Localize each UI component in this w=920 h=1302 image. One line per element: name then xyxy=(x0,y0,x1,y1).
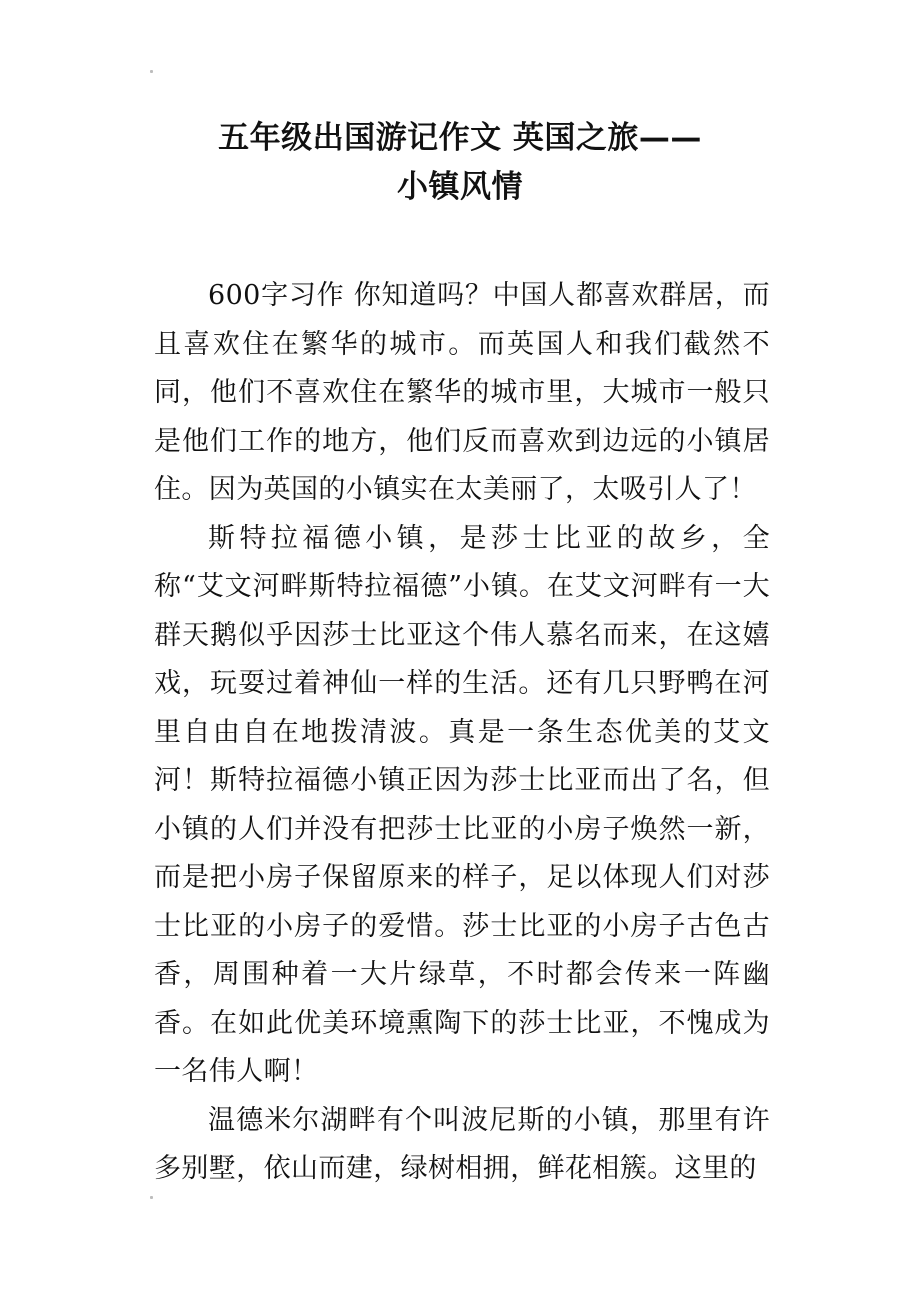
paragraph-2: 斯特拉福德小镇，是莎士比亚的故乡，全称“艾文河畔斯特拉福德”小镇。在艾文河畔有一大群天鹅似乎因莎士比亚这个伟人慕名而来，在这嬉戏，玩耍过着神仙一样的生活。还有几只野鸭在河里自由自在地拨清波。真是一条生态优美的艾文河！斯特拉福德小镇正因为莎士比亚而出了名，但小镇的人们并没有把莎士比亚的小房子焕然一新，而是把小房子保留原来的样子，足以体现人们对莎士比亚的小房子的爱惜。莎士比亚的小房子古色古香，周围种着一大片绿草，不时都会传来一阵幽香。在如此优美环境熏陶下的莎士比亚，不愧成为一名伟人啊！ xyxy=(154,522,770,1087)
scan-mark xyxy=(150,1196,153,1199)
paragraph-1: 600字习作 你知道吗？中国人都喜欢群居，而且喜欢住在繁华的城市。而英国人和我们截然不同，他们不喜欢住在繁华的城市里，大城市一般只是他们工作的地方，他们反而喜欢到边远的小镇居住。因为英国的小镇实在太美丽了，太吸引人了！ xyxy=(154,280,770,505)
title-line-2: 小镇风情 xyxy=(397,169,523,205)
document-title xyxy=(150,114,770,212)
document-body xyxy=(154,272,770,1194)
scan-mark xyxy=(150,70,153,73)
title-line-1: 五年级出国游记作文 英国之旅—— xyxy=(218,120,702,156)
paragraph-3: 温德米尔湖畔有个叫波尼斯的小镇，那里有许多别墅，依山而建，绿树相拥，鲜花相簇。这里的 xyxy=(154,1104,770,1184)
